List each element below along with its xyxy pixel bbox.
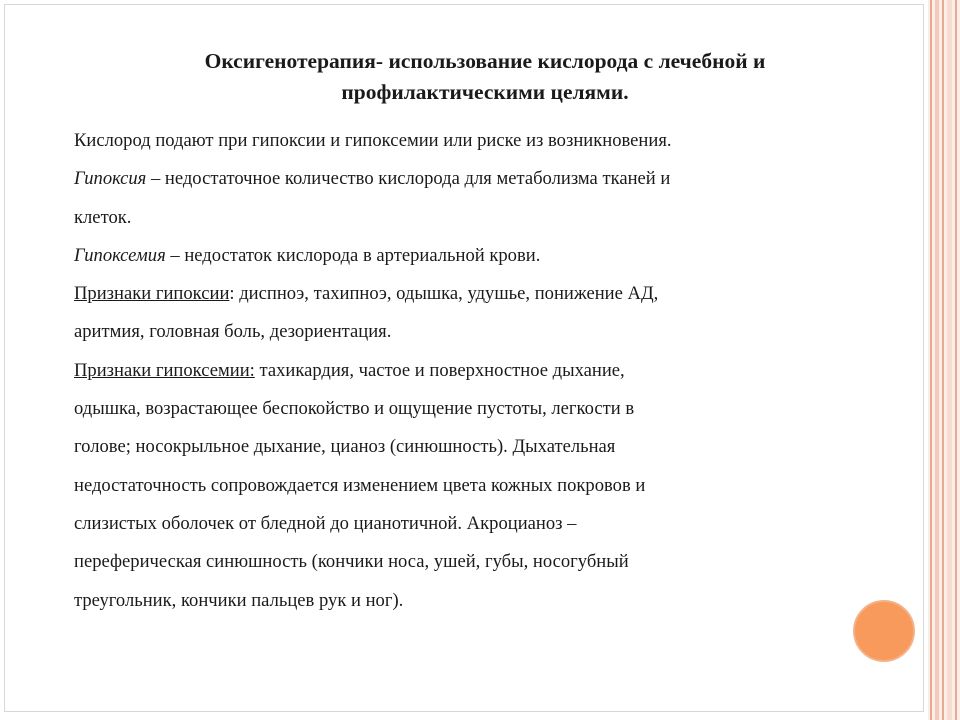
hypoxemia-signs-text: тахикардия, частое и поверхностное дыхание,	[254, 359, 625, 381]
hypoxemia-signs-line: переферическая синюшность (кончики носа, ушей, губы, носогубный	[74, 551, 629, 573]
hypoxia-signs-text: : диспноэ, тахипноэ, одышка, удушье, понижение АД,	[229, 283, 659, 305]
hypoxia-definition	[74, 160, 874, 198]
paragraph-oxygen-indications: Кислород подают при гипоксии и гипоксемии или риске из возникновения.	[74, 130, 672, 151]
hypoxemia-signs-label: Признаки гипоксемии:	[74, 359, 255, 381]
hypoxia-signs-cont: аритмия, головная боль, дезориентация.	[74, 321, 392, 343]
hypoxemia-signs-line: треугольник, кончики пальцев рук и ног).	[74, 589, 404, 611]
hypoxemia-term: Гипоксемия	[74, 244, 166, 266]
hypoxemia-signs-line: одышка, возрастающее беспокойство и ощущение пустоты, легкости в	[74, 398, 635, 420]
hypoxemia-definition	[74, 237, 874, 275]
slide-title	[60, 46, 910, 108]
title-line-2: профилактическими целями.	[341, 80, 629, 104]
hypoxemia-signs-line: голове; носокрыльное дыхание, цианоз (синюшность). Дыхательная	[74, 436, 616, 458]
hypoxia-term: Гипоксия	[74, 168, 147, 190]
hypoxemia-signs	[74, 352, 874, 390]
decorative-circle	[853, 600, 915, 662]
hypoxia-signs-label: Признаки гипоксии	[74, 283, 230, 305]
hypoxia-definition-text: – недостаточное количество кислорода для метаболизма тканей и	[146, 168, 671, 190]
hypoxemia-signs-line: слизистых оболочек от бледной до цианотичной. Акроцианоз –	[74, 512, 577, 534]
hypoxemia-signs-line: недостаточность сопровождается изменением цвета кожных покровов и	[74, 474, 646, 496]
decorative-stripes	[928, 0, 960, 720]
slide-body	[74, 122, 874, 620]
title-line-1: Оксигенотерапия- использование кислорода с лечебной и	[204, 49, 766, 73]
hypoxia-definition-cont: клеток.	[74, 206, 132, 228]
hypoxia-signs	[74, 275, 874, 313]
hypoxemia-definition-text: – недостаток кислорода в артериальной крови.	[165, 244, 541, 266]
